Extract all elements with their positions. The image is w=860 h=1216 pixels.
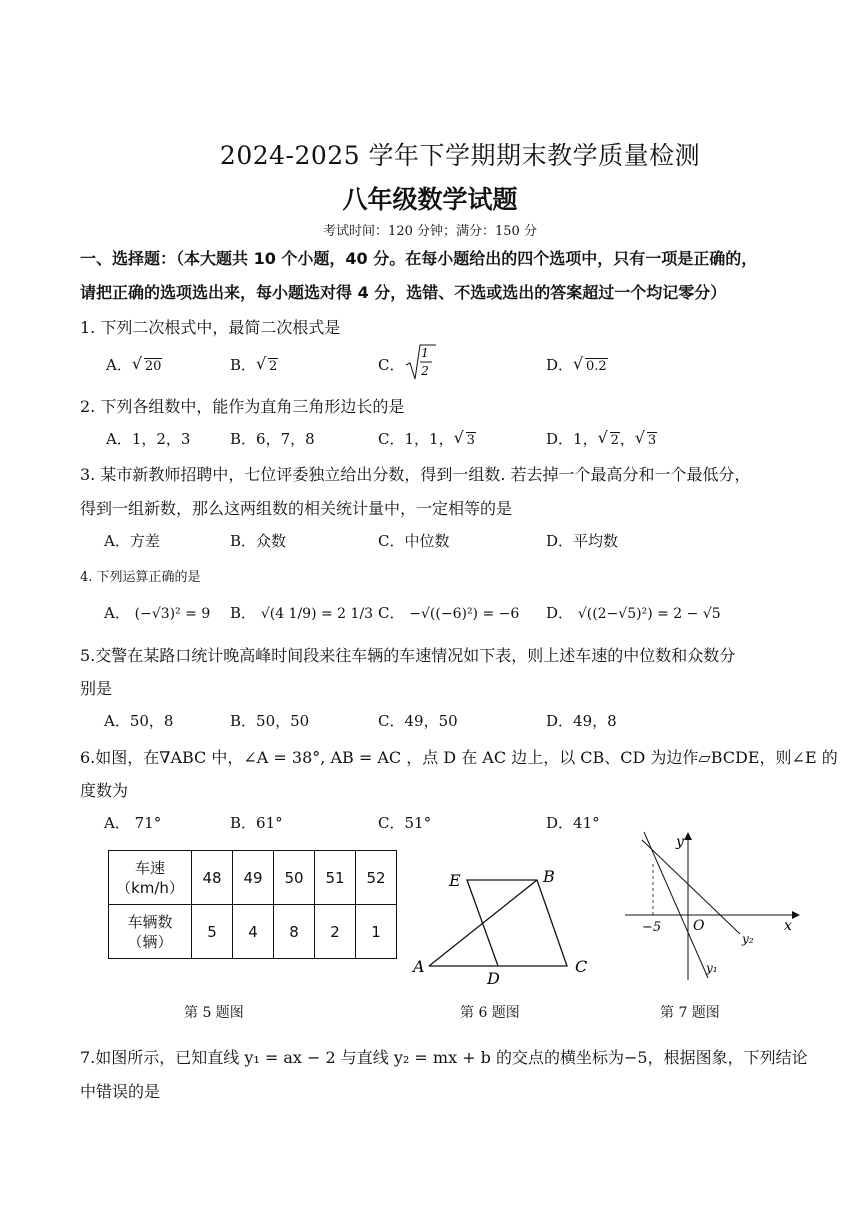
caption-fig5: 第 5 题图 [184, 1005, 244, 1021]
q3-stem-line1: 3. 某市新教师招聘中，七位评委独立给出分数，得到一组数. 若去掉一个最高分和一个最低分， [80, 465, 751, 484]
axis-label-y: y [676, 834, 684, 850]
label-a: A [413, 957, 425, 976]
q6-option-c: C．51° [378, 814, 432, 832]
q7-stem-line1: 7.如图所示，已知直线 y₁ = ax − 2 与直线 y₂ = mx + b 的交点的横坐标为−5，根据图象，下列结论 [80, 1048, 808, 1067]
q3-option-a: A．方差 [104, 532, 160, 550]
q1-option-c-radical [404, 343, 438, 383]
q2-option-c: C．1，1，√ 3 [378, 428, 476, 449]
q6-option-d: D．41° [546, 814, 600, 832]
q3-option-d: D．平均数 [546, 532, 619, 550]
table-cell: 50 [274, 851, 315, 905]
label-e: E [449, 871, 461, 890]
axis-label-x: x [784, 918, 792, 934]
q5-stem-line2: 别是 [80, 679, 113, 698]
label-y2: y₂ [742, 932, 754, 946]
q4-option-a: A． (−√3)² = 9 [104, 604, 211, 622]
table-cell: 52 [356, 851, 397, 905]
table-cell: 49 [233, 851, 274, 905]
figure-6-diagram [405, 862, 605, 987]
label-y1: y₁ [706, 961, 718, 975]
table-cell: 51 [315, 851, 356, 905]
q3-stem-line2: 得到一组新数，那么这两组数的相关统计量中，一定相等的是 [80, 499, 513, 518]
q3-option-b: B．众数 [230, 532, 287, 550]
q3-option-c: C．中位数 [378, 532, 450, 550]
table-cell: 8 [274, 905, 315, 959]
exam-subtitle: 八年级数学试题 [342, 185, 518, 214]
q2-option-b: B．6，7，8 [230, 430, 315, 448]
label-d: D [487, 969, 500, 988]
q5-stem-line1: 5.交警在某路口统计晚高峰时间段来往车辆的车速情况如下表，则上述车速的中位数和众数分 [80, 646, 736, 665]
table-row [109, 851, 397, 905]
segment-ab [429, 880, 537, 966]
q4-option-b: B． √(4 1/9) = 2 1/3 [230, 604, 374, 622]
q1-option-d: D．√ 0.2 [546, 354, 608, 375]
caption-fig7: 第 7 题图 [660, 1005, 720, 1021]
q1-option-c: C． [378, 356, 405, 374]
q5-option-b: B．50，50 [230, 712, 310, 730]
q2-stem: 2. 下列各组数中，能作为直角三角形边长的是 [80, 397, 405, 416]
figure-7-graph [620, 830, 800, 980]
q1-option-b: B．√ 2 [230, 354, 278, 375]
table-cell: 5 [192, 905, 233, 959]
q4-stem: 4. 下列运算正确的是 [80, 570, 201, 585]
table-cell: 2 [315, 905, 356, 959]
q5-option-d: D．49，8 [546, 712, 617, 730]
q7-stem-line2: 中错误的是 [80, 1082, 161, 1101]
line-y1 [644, 832, 708, 978]
q1-c-denominator: 2 [421, 364, 429, 378]
q1-stem: 1. 下列二次根式中，最简二次根式是 [80, 318, 341, 337]
section-heading-line1: 一、选择题：（本大题共 10 个小题，40 分。在每小题给出的四个选项中，只有一项是正确的， [80, 249, 758, 268]
q5-option-a: A．50，8 [104, 712, 174, 730]
q2-option-a: A．1，2，3 [106, 430, 191, 448]
q1-c-numerator: 1 [421, 346, 429, 360]
table-row [109, 905, 397, 959]
section-heading-line2: 请把正确的选项选出来，每小题选对得 4 分，选错、不选或选出的答案超过一个均记零分） [80, 283, 727, 302]
q4-option-d: D． √((2−√5)²) = 2 − √5 [546, 604, 721, 622]
table-header-count: 车辆数 （辆） [109, 905, 192, 959]
q6-option-a: A． 71° [104, 814, 162, 832]
table-cell: 48 [192, 851, 233, 905]
origin-label: O [693, 918, 705, 934]
q1-option-a: A．√ 20 [106, 354, 162, 375]
q2-option-d: D．1，√ 2，√ 3 [546, 428, 657, 449]
x-axis-arrow [792, 911, 800, 919]
tick-label-neg5: −5 [642, 920, 662, 935]
caption-fig6: 第 6 题图 [460, 1005, 520, 1021]
table-cell: 4 [233, 905, 274, 959]
table-header-speed: 车速 （km/h） [109, 851, 192, 905]
q4-option-c: C． −√((−6)²) = −6 [378, 604, 520, 622]
y-axis-arrow [684, 832, 692, 840]
q6-stem-line1: 6.如图，在∇ABC 中，∠A = 38°, AB = AC ，点 D 在 AC 边上，以 CB、CD 为边作▱BCDE，则∠E 的 [80, 748, 838, 767]
q5-option-c: C．49，50 [378, 712, 458, 730]
q6-stem-line2: 度数为 [80, 781, 129, 800]
q6-option-b: B．61° [230, 814, 283, 832]
table-cell: 1 [356, 905, 397, 959]
label-c: C [575, 957, 588, 976]
speed-table [108, 850, 397, 959]
exam-info: 考试时间：120 分钟；满分：150 分 [323, 224, 537, 239]
label-b: B [543, 867, 555, 886]
exam-title: 2024-2025 学年下学期期末教学质量检测 [219, 141, 701, 170]
